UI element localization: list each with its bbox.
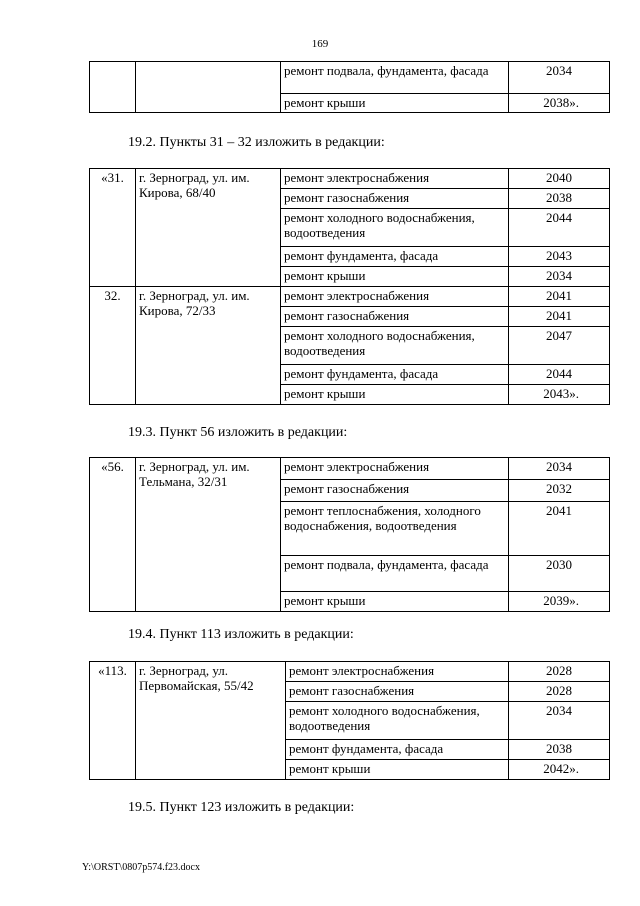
table-item-113 (89, 661, 610, 780)
year-cell: 2028 (509, 662, 610, 682)
table-continuation (89, 61, 610, 113)
section-heading: 19.3. Пункт 56 изложить в редакции: (128, 425, 348, 440)
address-cell: г. Зерноград, ул. им. Кирова, 68/40 (136, 169, 281, 287)
year-cell: 2028 (509, 682, 610, 702)
item-number-cell: «113. (90, 662, 136, 780)
work-cell: ремонт крыши (281, 385, 509, 405)
year-cell: 2047 (509, 327, 610, 365)
year-cell: 2043». (509, 385, 610, 405)
work-cell: ремонт фундамента, фасада (281, 247, 509, 267)
year-cell: 2039». (509, 592, 610, 612)
section-heading: 19.4. Пункт 113 изложить в редакции: (128, 627, 354, 642)
address-cell (136, 62, 281, 113)
work-cell: ремонт подвала, фундамента, фасада (281, 62, 509, 94)
year-cell: 2032 (509, 480, 610, 502)
footer-file-path: Y:\ORST\0807p574.f23.docx (82, 862, 200, 873)
year-cell: 2041 (509, 502, 610, 556)
work-cell: ремонт крыши (281, 267, 509, 287)
section-heading: 19.2. Пункты 31 – 32 изложить в редакции: (128, 135, 385, 150)
table-row (90, 169, 610, 189)
section-heading: 19.5. Пункт 123 изложить в редакции: (128, 800, 355, 815)
work-cell: ремонт подвала, фундамента, фасада (281, 556, 509, 592)
work-cell: ремонт электроснабжения (281, 287, 509, 307)
address-cell: г. Зерноград, ул. Первомайская, 55/42 (136, 662, 286, 780)
work-cell: ремонт газоснабжения (286, 682, 509, 702)
table-row (90, 287, 610, 307)
work-cell: ремонт крыши (286, 760, 509, 780)
year-cell: 2044 (509, 209, 610, 247)
table-row (90, 662, 610, 682)
work-cell: ремонт газоснабжения (281, 189, 509, 209)
year-cell: 2034 (509, 458, 610, 480)
address-cell: г. Зерноград, ул. им. Тельмана, 32/31 (136, 458, 281, 612)
page-number: 169 (311, 38, 329, 50)
work-cell: ремонт электроснабжения (281, 169, 509, 189)
year-cell: 2038». (509, 94, 610, 113)
table-row (90, 458, 610, 480)
year-cell: 2038 (509, 189, 610, 209)
year-cell: 2034 (509, 267, 610, 287)
work-cell: ремонт холодного водоснабжения, водоотведения (281, 209, 509, 247)
year-cell: 2034 (509, 702, 610, 740)
work-cell: ремонт электроснабжения (286, 662, 509, 682)
year-cell: 2038 (509, 740, 610, 760)
work-cell: ремонт крыши (281, 94, 509, 113)
year-cell: 2042». (509, 760, 610, 780)
work-cell: ремонт холодного водоснабжения, водоотведения (281, 327, 509, 365)
work-cell: ремонт газоснабжения (281, 307, 509, 327)
year-cell: 2034 (509, 62, 610, 94)
year-cell: 2043 (509, 247, 610, 267)
work-cell: ремонт крыши (281, 592, 509, 612)
year-cell: 2044 (509, 365, 610, 385)
work-cell: ремонт холодного водоснабжения, водоотведения (286, 702, 509, 740)
address-cell: г. Зерноград, ул. им. Кирова, 72/33 (136, 287, 281, 405)
work-cell: ремонт теплоснабжения, холодного водоснабжения, водоотведения (281, 502, 509, 556)
table-items-31-32 (89, 168, 610, 405)
year-cell: 2041 (509, 287, 610, 307)
work-cell: ремонт электроснабжения (281, 458, 509, 480)
table-row (90, 62, 610, 94)
table-item-56 (89, 457, 610, 612)
work-cell: ремонт фундамента, фасада (286, 740, 509, 760)
item-number-cell: «56. (90, 458, 136, 612)
year-cell: 2030 (509, 556, 610, 592)
year-cell: 2041 (509, 307, 610, 327)
work-cell: ремонт газоснабжения (281, 480, 509, 502)
item-number-cell: 32. (90, 287, 136, 405)
item-number-cell (90, 62, 136, 113)
year-cell: 2040 (509, 169, 610, 189)
work-cell: ремонт фундамента, фасада (281, 365, 509, 385)
item-number-cell: «31. (90, 169, 136, 287)
